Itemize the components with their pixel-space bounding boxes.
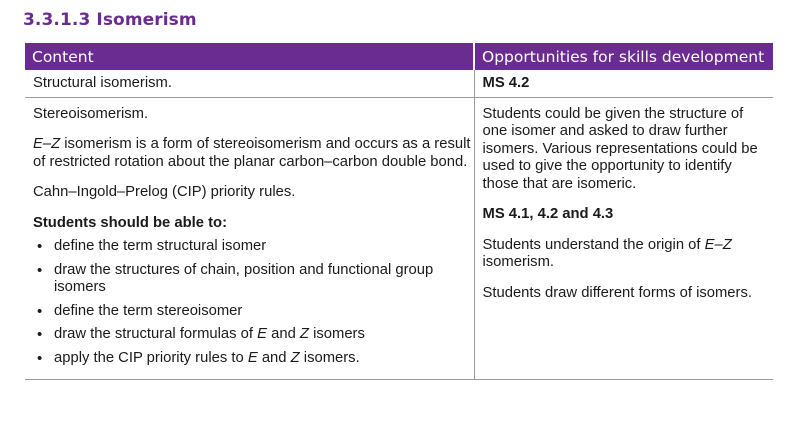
list-item: • apply the CIP priority rules to E and Z isomers. [37,349,360,367]
skills-paragraph: Students draw different forms of isomers. [482,284,752,301]
table-row [25,98,773,380]
skills-paragraph: Students understand the origin of E–Z isomerism. [482,236,732,270]
section-title: 3.3.1.3 Isomerism [23,10,197,30]
content-column-header: Content [25,43,474,70]
skills-paragraph: Students could be given the structure of one isomer and asked to draw further isomers. Various representations could be used to give the opportunity to identify those that are isomeric. [482,105,758,192]
ez-rest: isomerism is a form of stereoisomerism and occurs as a result of restricted rotation about the planar carbon–carbon double bond. [33,136,471,170]
content-paragraph: Stereoisomerism. [33,105,149,122]
bullet-icon: • [37,261,43,279]
list-item: • define the term structural isomer [37,238,267,255]
skills-cell [474,70,773,97]
table-header-row [25,43,773,70]
skills-column-header: Opportunities for skills development [474,43,773,70]
list-item: • define the term stereoisomer [37,302,243,320]
spec-table [25,43,773,380]
bullet-list [33,238,474,367]
content-paragraph [33,136,474,171]
table-bottom-rule [25,379,773,380]
content-cell [25,98,474,380]
skills-cell [474,98,773,380]
ms-heading: MS 4.2 [482,75,530,91]
bullet-icon: • [37,302,43,320]
students-heading: Students should be able to: [33,214,228,231]
ms-heading: MS 4.1, 4.2 and 4.3 [482,206,614,222]
bullet-icon: • [37,349,43,367]
content-cell [25,70,474,97]
content-paragraph: Cahn–Ingold–Prelog (CIP) priority rules. [33,184,296,200]
bullet-icon: • [37,326,43,343]
list-item: • draw the structures of chain, position and functional group isomers [37,261,434,295]
table-row [25,70,773,97]
ez-term: E–Z [33,136,61,152]
structural-isomerism-text: Structural isomerism. [33,75,172,91]
bullet-icon: • [37,238,43,255]
list-item: • draw the structural formulas of E and Z isomers [37,326,365,343]
